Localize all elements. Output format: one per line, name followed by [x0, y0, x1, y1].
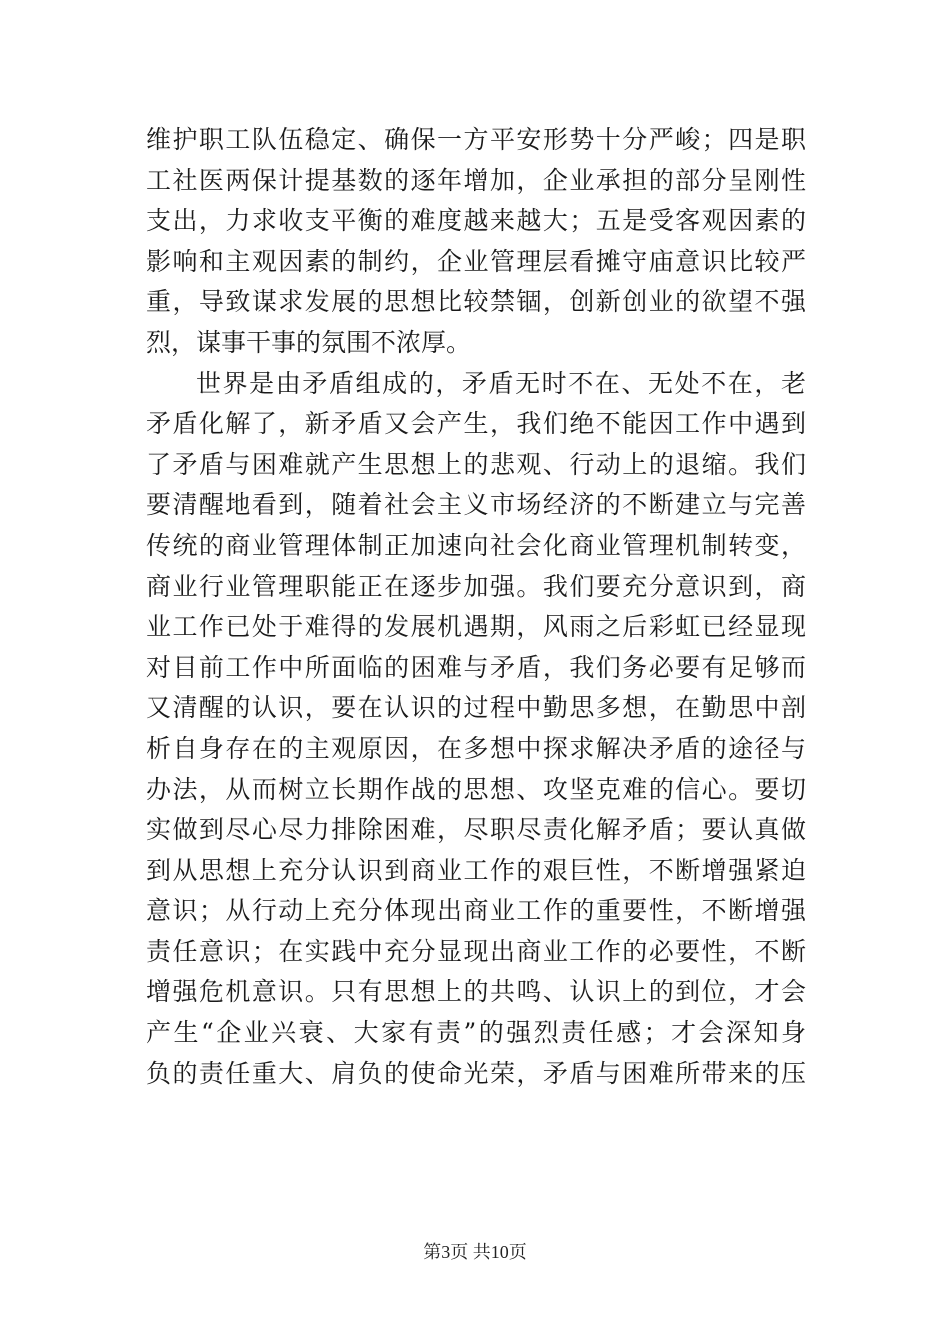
- text-line: 矛盾化解了，新矛盾又会产生，我们绝不能因工作中遇到: [146, 409, 806, 439]
- text-line: 商业行业管理职能正在逐步加强。我们要充分意识到，商: [146, 571, 806, 601]
- body-text: [146, 120, 806, 1094]
- page-number-footer: 第3页 共10页: [423, 1242, 527, 1262]
- text-line: 重，导致谋求发展的思想比较禁锢，创新创业的欲望不强: [146, 287, 806, 317]
- text-line: 支出，力求收支平衡的难度越来越大；五是受客观因素的: [146, 206, 806, 236]
- text-line: 要清醒地看到，随着社会主义市场经济的不断建立与完善: [146, 490, 806, 520]
- text-line: 维护职工队伍稳定、确保一方平安形势十分严峻；四是职: [146, 125, 806, 154]
- text-line: 传统的商业管理体制正加速向社会化商业管理机制转变，: [146, 530, 806, 560]
- text-line: 负的责任重大、肩负的使命光荣，矛盾与困难所带来的压: [146, 1058, 806, 1088]
- text-line: 又清醒的认识，要在认识的过程中勤思多想，在勤思中剖: [146, 693, 806, 723]
- text-line: 工社医两保计提基数的逐年增加，企业承担的部分呈刚性: [146, 165, 806, 195]
- text-line: 到从思想上充分认识到商业工作的艰巨性，不断增强紧迫: [146, 855, 806, 885]
- text-line: 办法，从而树立长期作战的思想、攻坚克难的信心。要切: [146, 774, 806, 804]
- text-line: 业工作已处于难得的发展机遇期，风雨之后彩虹已经显现: [146, 612, 806, 642]
- text-line: 实做到尽心尽力排除困难，尽职尽责化解矛盾；要认真做: [146, 815, 806, 845]
- text-line: 析自身存在的主观原因，在多想中探求解决矛盾的途径与: [146, 733, 806, 763]
- paragraph-first-line: 世界是由矛盾组成的，矛盾无时不在、无处不在，老: [196, 368, 806, 398]
- text-line: 了矛盾与困难就产生思想上的悲观、行动上的退缩。我们: [146, 449, 806, 479]
- text-line: 影响和主观因素的制约，企业管理层看摊守庙意识比较严: [146, 246, 806, 276]
- text-line: 产生“企业兴衰、大家有责”的强烈责任感；才会深知身: [146, 1018, 806, 1048]
- text-line: 意识；从行动上充分体现出商业工作的重要性，不断增强: [146, 896, 806, 926]
- text-line: 责任意识；在实践中充分显现出商业工作的必要性，不断: [146, 936, 806, 966]
- text-line: 烈，谋事干事的氛围不浓厚。: [146, 327, 472, 357]
- text-line: 对目前工作中所面临的困难与矛盾，我们务必要有足够而: [146, 652, 806, 682]
- text-line: 增强危机意识。只有思想上的共鸣、认识上的到位，才会: [146, 977, 806, 1007]
